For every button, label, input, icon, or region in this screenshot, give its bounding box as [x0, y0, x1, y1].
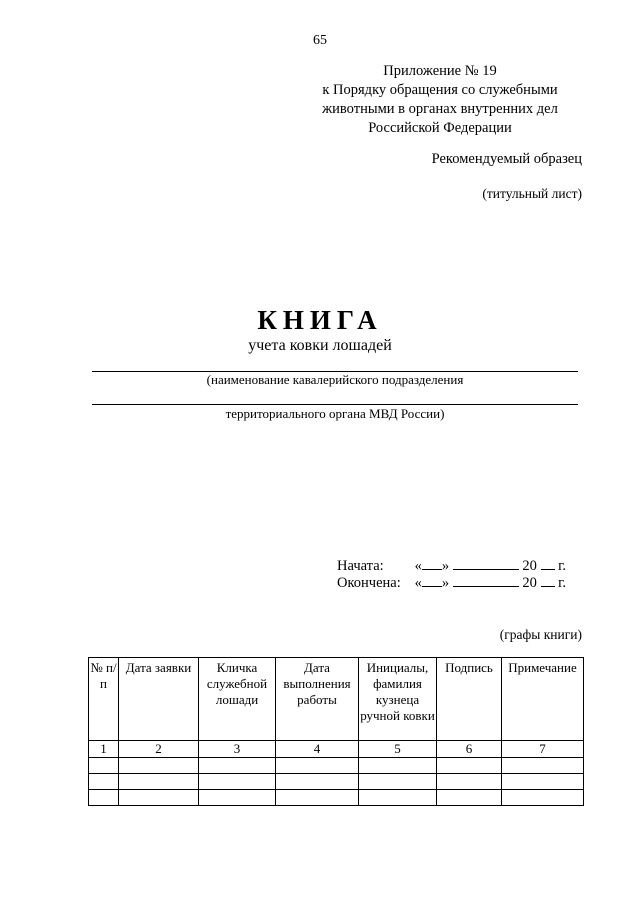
started-date-row: [337, 558, 566, 575]
table-cell[interactable]: [276, 758, 359, 774]
table-cell[interactable]: [199, 758, 276, 774]
fill-in-line-2: [92, 404, 578, 405]
book-subtitle: учета ковки лошадей: [248, 337, 392, 354]
recommended-sample-label: Рекомендуемый образец: [431, 151, 582, 167]
book-title: КНИГА: [257, 305, 383, 335]
day-blank[interactable]: [422, 569, 442, 570]
header-farrier-name: Инициалы, фамилия кузнеца ручной ковки: [359, 658, 437, 741]
header-horse-name: Кличка служебной лошади: [199, 658, 276, 741]
ended-date-row: [337, 575, 566, 592]
table-cell[interactable]: [437, 758, 502, 774]
appendix-line-4: Российской Федерации: [368, 120, 512, 136]
table-row: [89, 758, 584, 774]
column-number: 2: [119, 741, 199, 758]
caption-unit-name: (наименование кавалерийского подразделения: [206, 372, 464, 387]
table-cell[interactable]: [199, 790, 276, 806]
title-sheet-label: (титульный лист): [482, 186, 582, 201]
quote-open: «: [414, 558, 422, 574]
table-cell[interactable]: [276, 774, 359, 790]
year-prefix: 20: [522, 575, 537, 591]
column-number: 5: [359, 741, 437, 758]
column-number: 7: [502, 741, 584, 758]
columns-caption: (графы книги): [499, 627, 582, 642]
year-suffix: г.: [558, 575, 567, 591]
ledger-table: [88, 657, 584, 806]
table-cell[interactable]: [119, 790, 199, 806]
table-column-numbers-row: [89, 741, 584, 758]
month-blank[interactable]: [453, 569, 519, 570]
table-cell[interactable]: [89, 774, 119, 790]
caption-territorial-body: территориального органа МВД России): [225, 406, 445, 421]
header-completion-date: Дата выполнения работы: [276, 658, 359, 741]
page-number: 65: [313, 33, 327, 48]
table-cell[interactable]: [199, 774, 276, 790]
table-cell[interactable]: [119, 774, 199, 790]
year-suffix: г.: [558, 558, 567, 574]
appendix-header: [300, 62, 580, 138]
started-label: Начата:: [337, 558, 384, 574]
month-blank[interactable]: [453, 586, 519, 587]
table-row: [89, 774, 584, 790]
quote-close: »: [441, 558, 450, 574]
column-number: 1: [89, 741, 119, 758]
table-cell[interactable]: [359, 790, 437, 806]
table-cell[interactable]: [502, 774, 584, 790]
header-note: Примечание: [502, 658, 584, 741]
appendix-line-1: Приложение № 19: [383, 63, 497, 79]
quote-close: »: [441, 575, 450, 591]
table-cell[interactable]: [276, 790, 359, 806]
ended-label: Окончена:: [337, 575, 401, 591]
table-cell[interactable]: [437, 774, 502, 790]
column-number: 3: [199, 741, 276, 758]
table-header-row: [89, 658, 584, 741]
year-blank[interactable]: [541, 586, 555, 587]
header-signature: Подпись: [437, 658, 502, 741]
year-prefix: 20: [522, 558, 537, 574]
appendix-line-3: животными в органах внутренних дел: [322, 101, 558, 117]
column-number: 4: [276, 741, 359, 758]
table-cell[interactable]: [359, 774, 437, 790]
quote-open: «: [414, 575, 422, 591]
table-cell[interactable]: [502, 790, 584, 806]
header-request-date: Дата заявки: [119, 658, 199, 741]
table-cell[interactable]: [502, 758, 584, 774]
table-cell[interactable]: [359, 758, 437, 774]
table-cell[interactable]: [437, 790, 502, 806]
header-number: № п/п: [89, 658, 119, 741]
column-number: 6: [437, 741, 502, 758]
year-blank[interactable]: [541, 569, 555, 570]
appendix-line-2: к Порядку обращения со служебными: [322, 82, 558, 98]
table-cell[interactable]: [89, 758, 119, 774]
table-row: [89, 790, 584, 806]
table-cell[interactable]: [89, 790, 119, 806]
day-blank[interactable]: [422, 586, 442, 587]
table-cell[interactable]: [119, 758, 199, 774]
